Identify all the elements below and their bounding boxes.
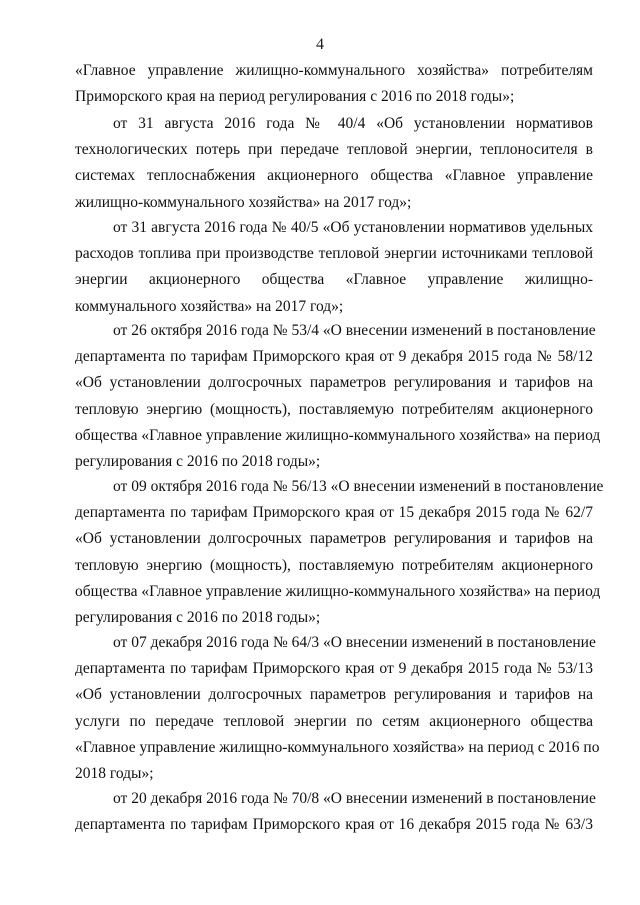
text-line: от 20 декабря 2016 года № 70/8 «О внесении изменений в постановление bbox=[113, 790, 596, 807]
text-line: системах теплоснабжения акционерного общества «Главное управление bbox=[75, 167, 593, 185]
paragraph-resolution-64-3 bbox=[75, 630, 600, 787]
paragraph-resolution-70-8 bbox=[75, 786, 596, 838]
text-line: регулирования с 2016 по 2018 годы»; bbox=[75, 452, 321, 470]
paragraph-resolution-40-4 bbox=[75, 111, 593, 216]
text-line: тепловую энергию (мощность), поставляемую потребителям акционерного bbox=[75, 400, 593, 418]
text-line: департамента по тарифам Приморского края от 9 декабря 2015 года № 58/12 bbox=[75, 348, 593, 366]
paragraph-continuation bbox=[75, 58, 593, 110]
text-line: «Главное управление жилищно-коммунального хозяйства» на период с 2016 по bbox=[75, 738, 600, 756]
text-line: коммунального хозяйства» на 2017 год»; bbox=[75, 297, 344, 315]
text-line: «Об установлении долгосрочных параметров регулирования и тарифов на bbox=[75, 530, 593, 548]
text-line: тепловую энергию (мощность), поставляемую потребителям акционерного bbox=[75, 556, 593, 574]
text-line: услуги по передаче тепловой энергии по сетям акционерного общества bbox=[75, 712, 593, 730]
text-line: от 26 октября 2016 года № 53/4 «О внесении изменений в постановление bbox=[113, 322, 596, 339]
text-line: жилищно-коммунального хозяйства» на 2017 год»; bbox=[75, 193, 412, 211]
page-number: 4 bbox=[316, 36, 324, 53]
text-line: от 09 октября 2016 года № 56/13 «О внесении изменений в постановление bbox=[113, 478, 604, 495]
text-line: от 31 августа 2016 года № 40/4 «Об установлении нормативов bbox=[113, 115, 593, 132]
text-line: 2018 годы»; bbox=[75, 764, 154, 782]
text-line: «Об установлении долгосрочных параметров регулирования и тарифов на bbox=[75, 374, 593, 392]
text-line: от 07 декабря 2016 года № 64/3 «О внесении изменений в постановление bbox=[113, 634, 596, 651]
text-line: технологических потерь при передаче тепловой энергии, теплоносителя в bbox=[75, 141, 593, 159]
text-line: от 31 августа 2016 года № 40/5 «Об установлении нормативов удельных bbox=[113, 219, 593, 236]
text-line: департамента по тарифам Приморского края от 9 декабря 2015 года № 53/13 bbox=[75, 660, 593, 678]
text-line: общества «Главное управление жилищно-коммунального хозяйства» на период bbox=[75, 582, 601, 600]
paragraph-resolution-56-13 bbox=[75, 474, 604, 631]
text-line: расходов топлива при производстве тепловой энергии источниками тепловой bbox=[75, 245, 593, 263]
paragraph-resolution-53-4 bbox=[75, 318, 601, 475]
text-line: энергии акционерного общества «Главное управление жилищно- bbox=[75, 271, 593, 289]
text-line: общества «Главное управление жилищно-коммунального хозяйства» на период bbox=[75, 426, 601, 444]
text-line: «Главное управление жилищно-коммунального хозяйства» потребителям bbox=[75, 62, 593, 79]
paragraph-resolution-40-5 bbox=[75, 215, 593, 320]
text-line: «Об установлении долгосрочных параметров регулирования и тарифов на bbox=[75, 686, 593, 704]
text-line: департамента по тарифам Приморского края от 15 декабря 2015 года № 62/7 bbox=[75, 504, 593, 522]
text-line: Приморского края на период регулирования с 2016 по 2018 годы»; bbox=[75, 88, 515, 106]
text-line: департамента по тарифам Приморского края от 16 декабря 2015 года № 63/3 bbox=[75, 816, 593, 834]
text-line: регулирования с 2016 по 2018 годы»; bbox=[75, 608, 321, 626]
